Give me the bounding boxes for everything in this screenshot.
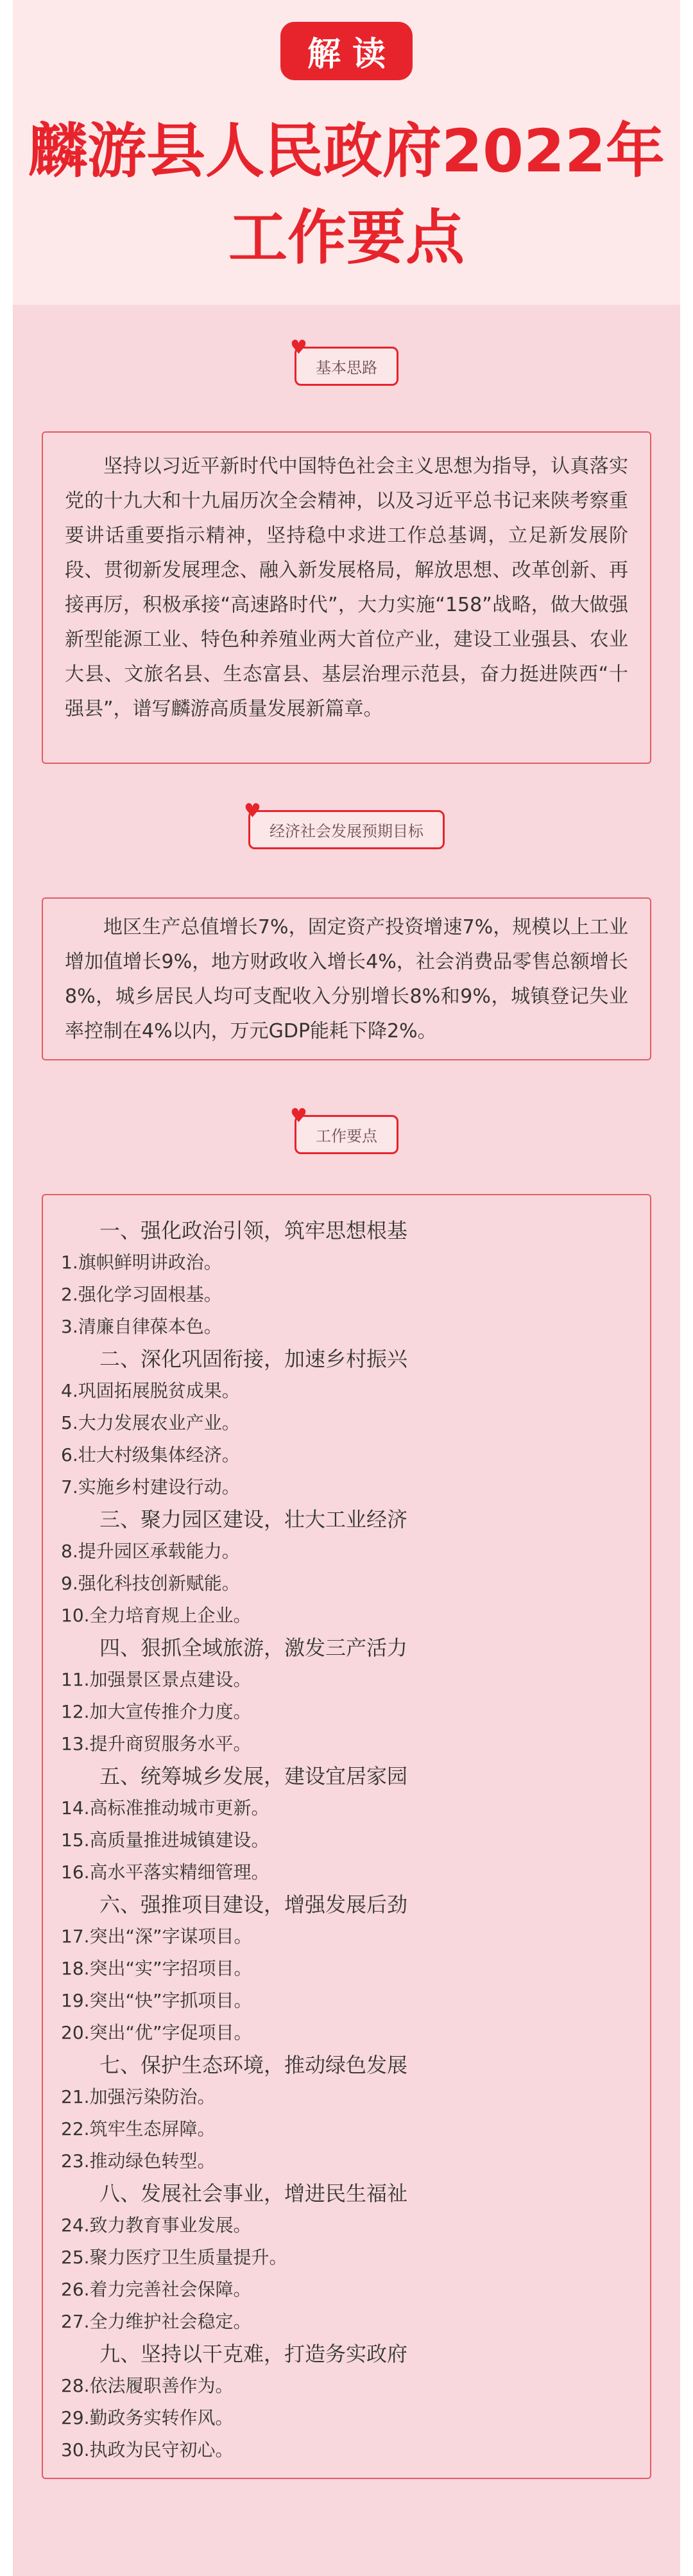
section-label-basic [290, 336, 398, 386]
work-item: 30.执政为民守初心。 [61, 2439, 234, 2460]
page-title-line2: 工作要点 [228, 203, 465, 272]
work-group-title: 一、强化政治引领，筑牢思想根基 [99, 1218, 408, 1243]
work-group-title: 二、深化巩固衔接，加速乡村振兴 [99, 1347, 408, 1371]
work-item: 7.实施乡村建设行动。 [61, 1476, 240, 1498]
work-item: 26.着力完善社会保障。 [61, 2279, 252, 2300]
work-item: 29.勤政务实转作风。 [61, 2407, 234, 2428]
article-page [13, 0, 680, 2576]
work-points-list [43, 1195, 650, 2485]
section-label-work [290, 1105, 398, 1154]
basic-idea-box [42, 431, 651, 764]
work-item: 11.加强景区景点建设。 [61, 1669, 252, 1690]
work-group-title: 三、聚力园区建设，壮大工业经济 [99, 1507, 408, 1532]
heart-icon: ♥ [290, 336, 307, 359]
work-item: 22.筑牢生态屏障。 [61, 2118, 216, 2139]
work-group-title: 四、狠抓全域旅游，激发三产活力 [99, 1636, 408, 1660]
section-label-text: 工作要点 [316, 1127, 377, 1145]
page-title-line1: 麟游县人民政府2022年 [28, 117, 665, 186]
work-item: 27.全力维护社会稳定。 [61, 2311, 252, 2332]
work-item: 15.高质量推进城镇建设。 [61, 1829, 270, 1851]
work-item: 1.旗帜鲜明讲政治。 [61, 1252, 222, 1273]
work-group-title: 八、发展社会事业，增进民生福祉 [99, 2181, 408, 2206]
goals-text: 地区生产总值增长7%，固定资产投资增速7%，规模以上工业增加值增长9%，地方财政收入增长4%，社会消费品零售总额增长8%，城乡居民人均可支配收入分别增长8%和9%，城镇登记失业率控制在4%以内，万元GDP能耗下降2%。 [65, 916, 628, 1042]
heart-icon: ♥ [244, 800, 261, 822]
work-item: 23.推动绿色转型。 [61, 2150, 216, 2172]
work-item: 16.高水平落实精细管理。 [61, 1862, 270, 1883]
work-item: 17.突出“深”字谋项目。 [61, 1926, 252, 1947]
work-item: 12.加大宣传推介力度。 [61, 1701, 252, 1722]
work-item: 5.大力发展农业产业。 [61, 1412, 240, 1433]
header [13, 0, 680, 305]
work-group-title: 九、坚持以干克难，打造务实政府 [99, 2342, 408, 2366]
work-group-title: 五、统筹城乡发展，建设宜居家园 [99, 1764, 408, 1788]
work-group-title: 七、保护生态环境，推动绿色发展 [99, 2053, 408, 2077]
work-item: 20.突出“优”字促项目。 [61, 2022, 252, 2043]
work-item: 2.强化学习固根基。 [61, 1284, 222, 1305]
work-item: 21.加强污染防治。 [61, 2086, 216, 2107]
work-item: 10.全力培育规上企业。 [61, 1605, 252, 1626]
work-item: 3.清廉自律葆本色。 [61, 1316, 222, 1337]
work-item: 14.高标准推动城市更新。 [61, 1797, 270, 1819]
section-label-text: 基本思路 [316, 359, 377, 377]
section-label-goals [244, 800, 445, 849]
heart-icon: ♥ [290, 1105, 307, 1127]
work-item: 8.提升园区承载能力。 [61, 1541, 240, 1562]
work-item: 13.提升商贸服务水平。 [61, 1733, 252, 1754]
work-item: 6.壮大村级集体经济。 [61, 1444, 240, 1465]
work-group-title: 六、强推项目建设，增强发展后劲 [99, 1892, 408, 1917]
work-points-box [42, 1194, 651, 2479]
section-label-text: 经济社会发展预期目标 [270, 822, 424, 840]
work-item: 24.致力教育事业发展。 [61, 2215, 252, 2236]
work-item: 9.强化科技创新赋能。 [61, 1573, 240, 1594]
work-item: 18.突出“实”字招项目。 [61, 1958, 252, 1979]
work-item: 4.巩固拓展脱贫成果。 [61, 1380, 240, 1401]
work-item: 19.突出“快”字抓项目。 [61, 1990, 252, 2011]
goals-box [42, 897, 651, 1060]
work-item: 28.依法履职善作为。 [61, 2375, 234, 2396]
basic-idea-text: 坚持以习近平新时代中国特色社会主义思想为指导，认真落实党的十九大和十九届历次全会精神，以及习近平总书记来陕考察重要讲话重要指示精神，坚持稳中求进工作总基调，立足新发展阶段、贯彻新发展理念、融入新发展格局，解放思想、改革创新、再接再厉，积极承接“高速路时代”，大力实施“158”战略，做大做强新型能源工业、特色种养殖业两大首位产业，建设工业强县、农业大县、文旅名县、生态富县、基层治理示范县，奋力挺进陕西“十强县”，谱写麟游高质量发展新篇章。 [65, 455, 628, 720]
work-item: 25.聚力医疗卫生质量提升。 [61, 2247, 287, 2268]
interpretation-tag: 解读 [280, 22, 413, 80]
